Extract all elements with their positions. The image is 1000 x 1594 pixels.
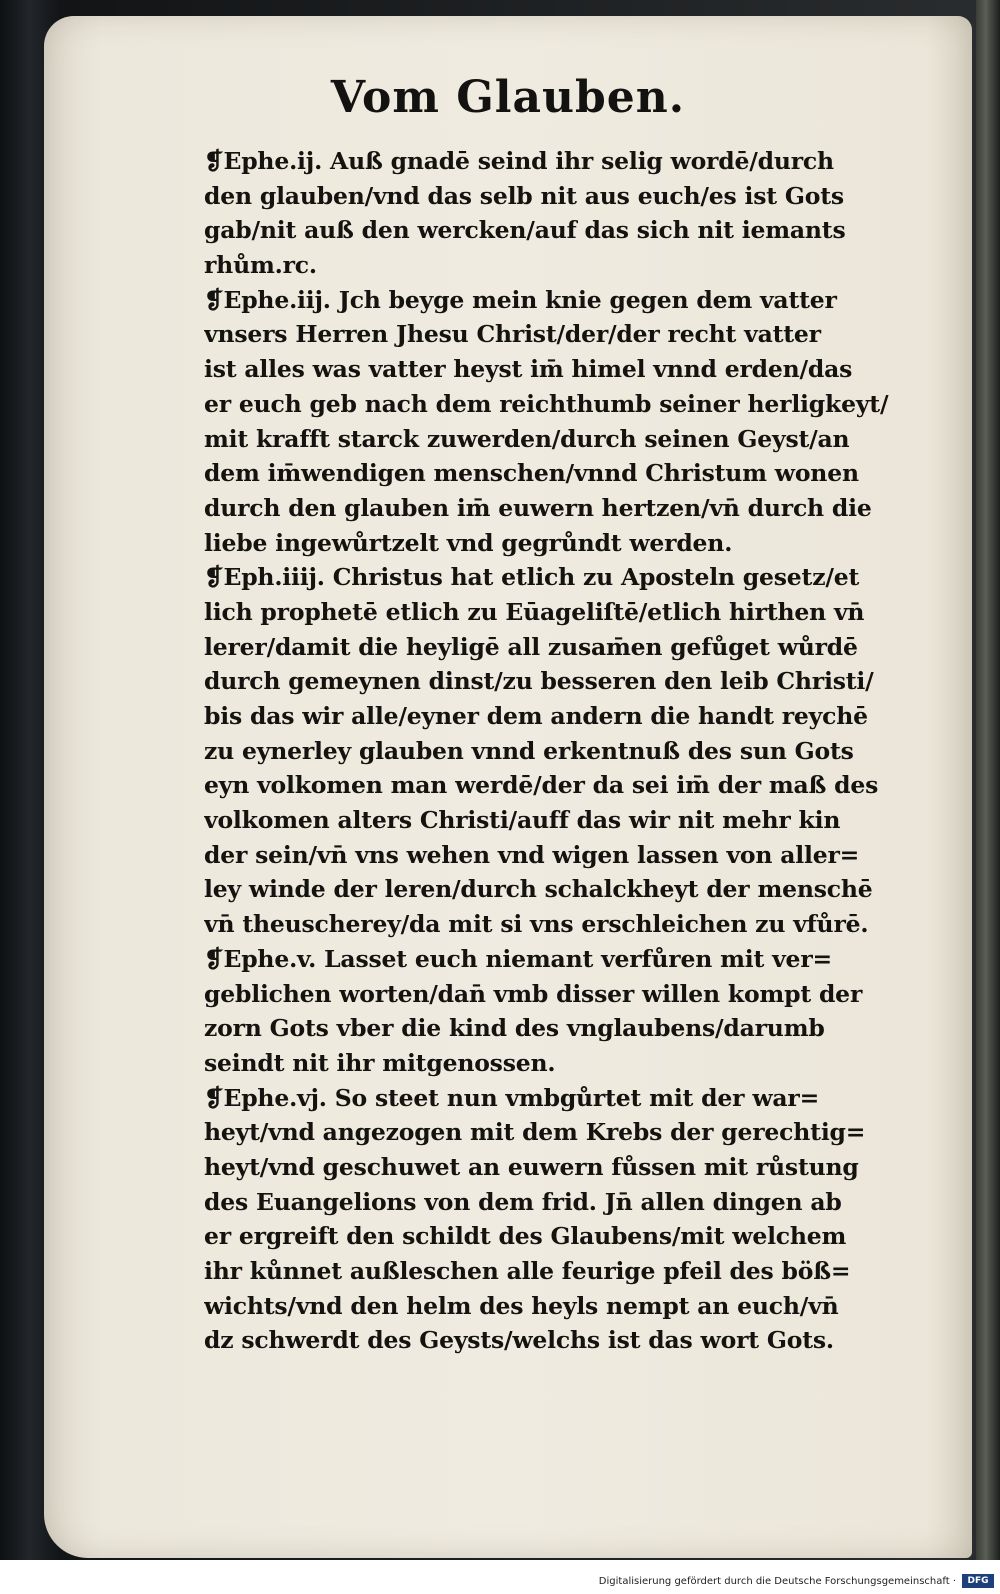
text-line: den glauben/vnd das selb nit aus euch/es ist Gots [204,181,844,210]
text-line: zorn Gots vber die kind des vnglaubens/darumb [204,1014,825,1043]
text-line: er euch geb nach dem reichthumb seiner herligkeyt/ [204,389,889,418]
text-line: wichts/vnd den helm des heyls nempt an euch/vn̄ [204,1291,839,1320]
book-page [44,16,972,1558]
text-line: heyt/vnd angezogen mit dem Krebs der gerechtig= [204,1118,866,1147]
text-line: gab/nit auß den wercken/auf das sich nit iemants [204,216,846,245]
text-line: dem im̄wendigen menschen/vnnd Christum wonen [204,459,859,488]
text-line: mit krafft starck zuwerden/durch seinen Geyst/an [204,424,850,453]
text-line: eyn volkomen man werdē/der da sei im̄ der maß des [204,771,879,800]
text-line: rhům.rc. [204,251,317,280]
text-line: durch gemeynen dinst/zu besseren den leib Christi/ [204,667,874,696]
text-line: zu eynerley glauben vnnd erkentnuß des sun Gots [204,736,854,765]
text-line: durch den glauben im̄ euwern hertzen/vn̄ durch die [204,493,872,522]
text-line: heyt/vnd geschuwet an euwern fůssen mit růstung [204,1152,859,1181]
text-line: seindt nit ihr mitgenossen. [204,1048,556,1077]
text-line: des Euangelions von dem frid. Jn̄ allen dingen ab [204,1187,842,1216]
text-line: ❡Ephe.iij. Jch beyge mein knie gegen dem vatter [204,285,837,314]
text-line: ❡Ephe.v. Lasset euch niemant verfůren mit ver= [204,944,832,973]
text-line: vn̄ theuscherey/da mit si vns erschleichen zu vfůrē. [204,910,869,939]
text-line: er ergreift den schildt des Glaubens/mit welchem [204,1222,847,1251]
running-head: Vom Glauben. [330,72,686,123]
text-block [204,144,994,1358]
text-line: liebe ingewůrtzelt vnd gegrůndt werden. [204,528,733,557]
text-line: dz schwerdt des Geysts/welchs ist das wort Gots. [204,1326,834,1355]
text-line: ley winde der leren/durch schalckheyt der menschē [204,875,873,904]
text-line: ❡Ephe.vj. So steet nun vmbgůrtet mit der war= [204,1083,820,1112]
text-line: geblichen worten/dan̄ vmb disser willen kompt der [204,979,863,1008]
text-line: lich prophetē etlich zu Eūageliſtē/etlich hirthen vn̄ [204,597,865,626]
text-line: lerer/damit die heyligē all zusam̄en gefůget wůrdē [204,632,858,661]
text-line: ❡Eph.iiij. Christus hat etlich zu Aposteln gesetz/et [204,563,860,592]
text-line: vnsers Herren Jhesu Christ/der/der recht vatter [204,320,821,349]
text-line: ihr kůnnet außleschen alle feurige pfeil des böß= [204,1257,851,1285]
footer-credit: Digitalisierung gefördert durch die Deutsche Forschungsgemeinschaft · [598,1576,956,1587]
text-line: der sein/vn̄ vns wehen vnd wigen lassen von aller= [204,840,860,869]
text-line: ist alles was vatter heyst im̄ himel vnnd erden/das [204,355,853,384]
dfg-logo: DFG [962,1574,994,1588]
text-line: bis das wir alle/eyner dem andern die handt reychē [204,702,868,730]
text-line: volkomen alters Christi/auff das wir nit mehr kin [204,806,841,835]
text-line: ❡Ephe.ij. Auß gnadē seind ihr selig wordē/durch [204,147,834,175]
